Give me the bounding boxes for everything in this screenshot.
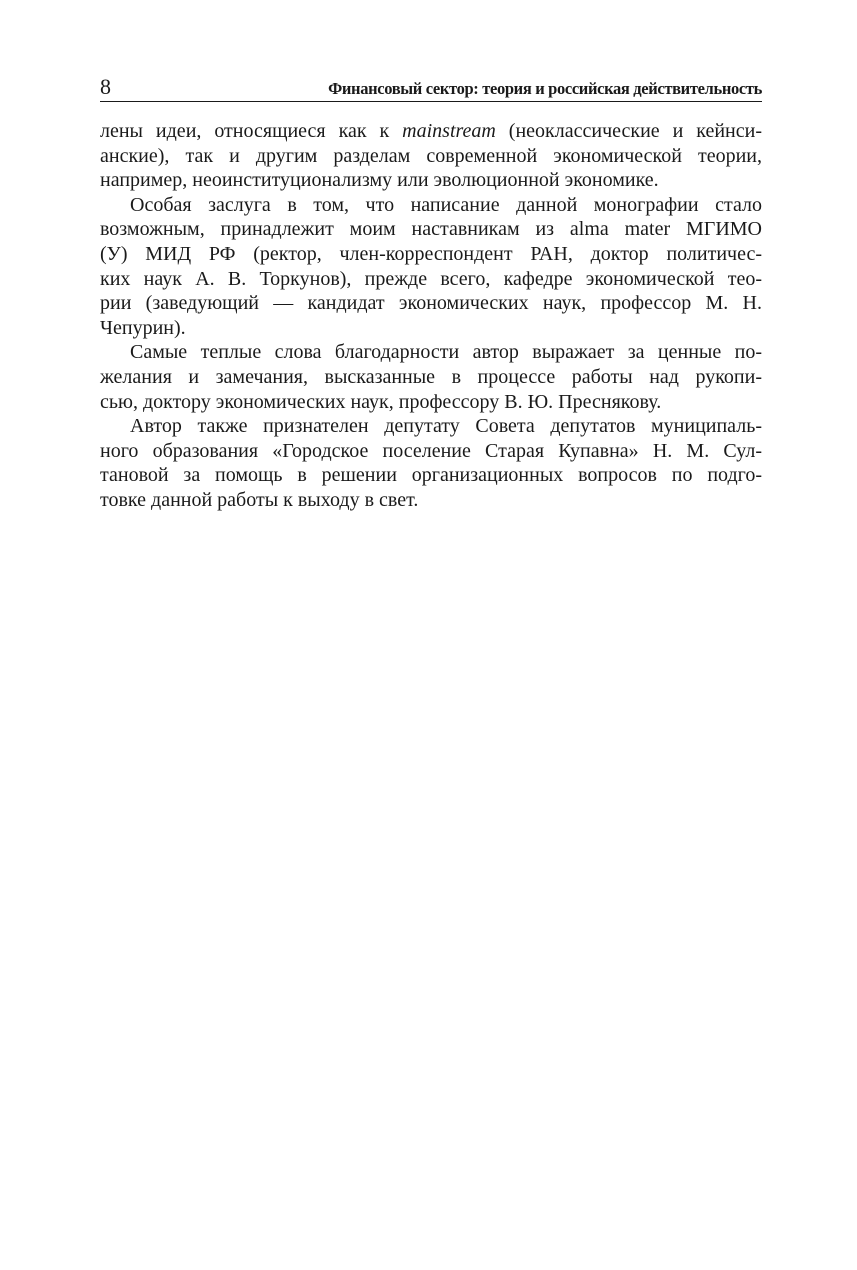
text-line: ного образования «Городское поселение Старая Купавна» Н. М. Сул- (100, 439, 762, 462)
text-line: желания и замечания, высказанные в процессе работы над рукопи- (100, 365, 762, 388)
text-line: Автор также признателен депутату Совета депутатов муниципаль- (130, 415, 762, 438)
text-line: Самые теплые слова благодарности автор выражает за ценные по- (130, 341, 762, 364)
italic-term: mainstream (402, 120, 496, 142)
running-title: Финансовый сектор: теория и российская действительность (328, 79, 762, 98)
text-line: возможным, принадлежит моим наставникам из alma mater МГИМО (100, 218, 762, 241)
body-text (100, 119, 762, 513)
text-line: тановой за помощь в решении организационных вопросов по подго- (100, 464, 762, 487)
book-page (100, 72, 762, 513)
text-line: Чепурин). (100, 316, 186, 339)
text-line: товке данной работы к выходу в свет. (100, 488, 419, 511)
text-line: Особая заслуга в том, что написание данной монографии стало (130, 193, 762, 216)
text-line: рии (заведующий — кандидат экономических наук, профессор М. Н. (100, 292, 762, 315)
page-number: 8 (100, 74, 111, 99)
text-line: сью, доктору экономических наук, профессору В. Ю. Преснякову. (100, 390, 662, 413)
text-line: лены идеи, относящиеся как к mainstream (неоклассические и кейнси- (100, 120, 762, 142)
text-line: например, неоинституционализму или эволюционной экономике. (100, 169, 659, 192)
running-head (100, 72, 762, 102)
text-line: ких наук А. В. Торкунов), прежде всего, кафедре экономической тео- (100, 267, 762, 290)
text-line: (У) МИД РФ (ректор, член-корреспондент РАН, доктор политичес- (100, 242, 762, 265)
text-line: анские), так и другим разделам современной экономической теории, (100, 144, 762, 167)
